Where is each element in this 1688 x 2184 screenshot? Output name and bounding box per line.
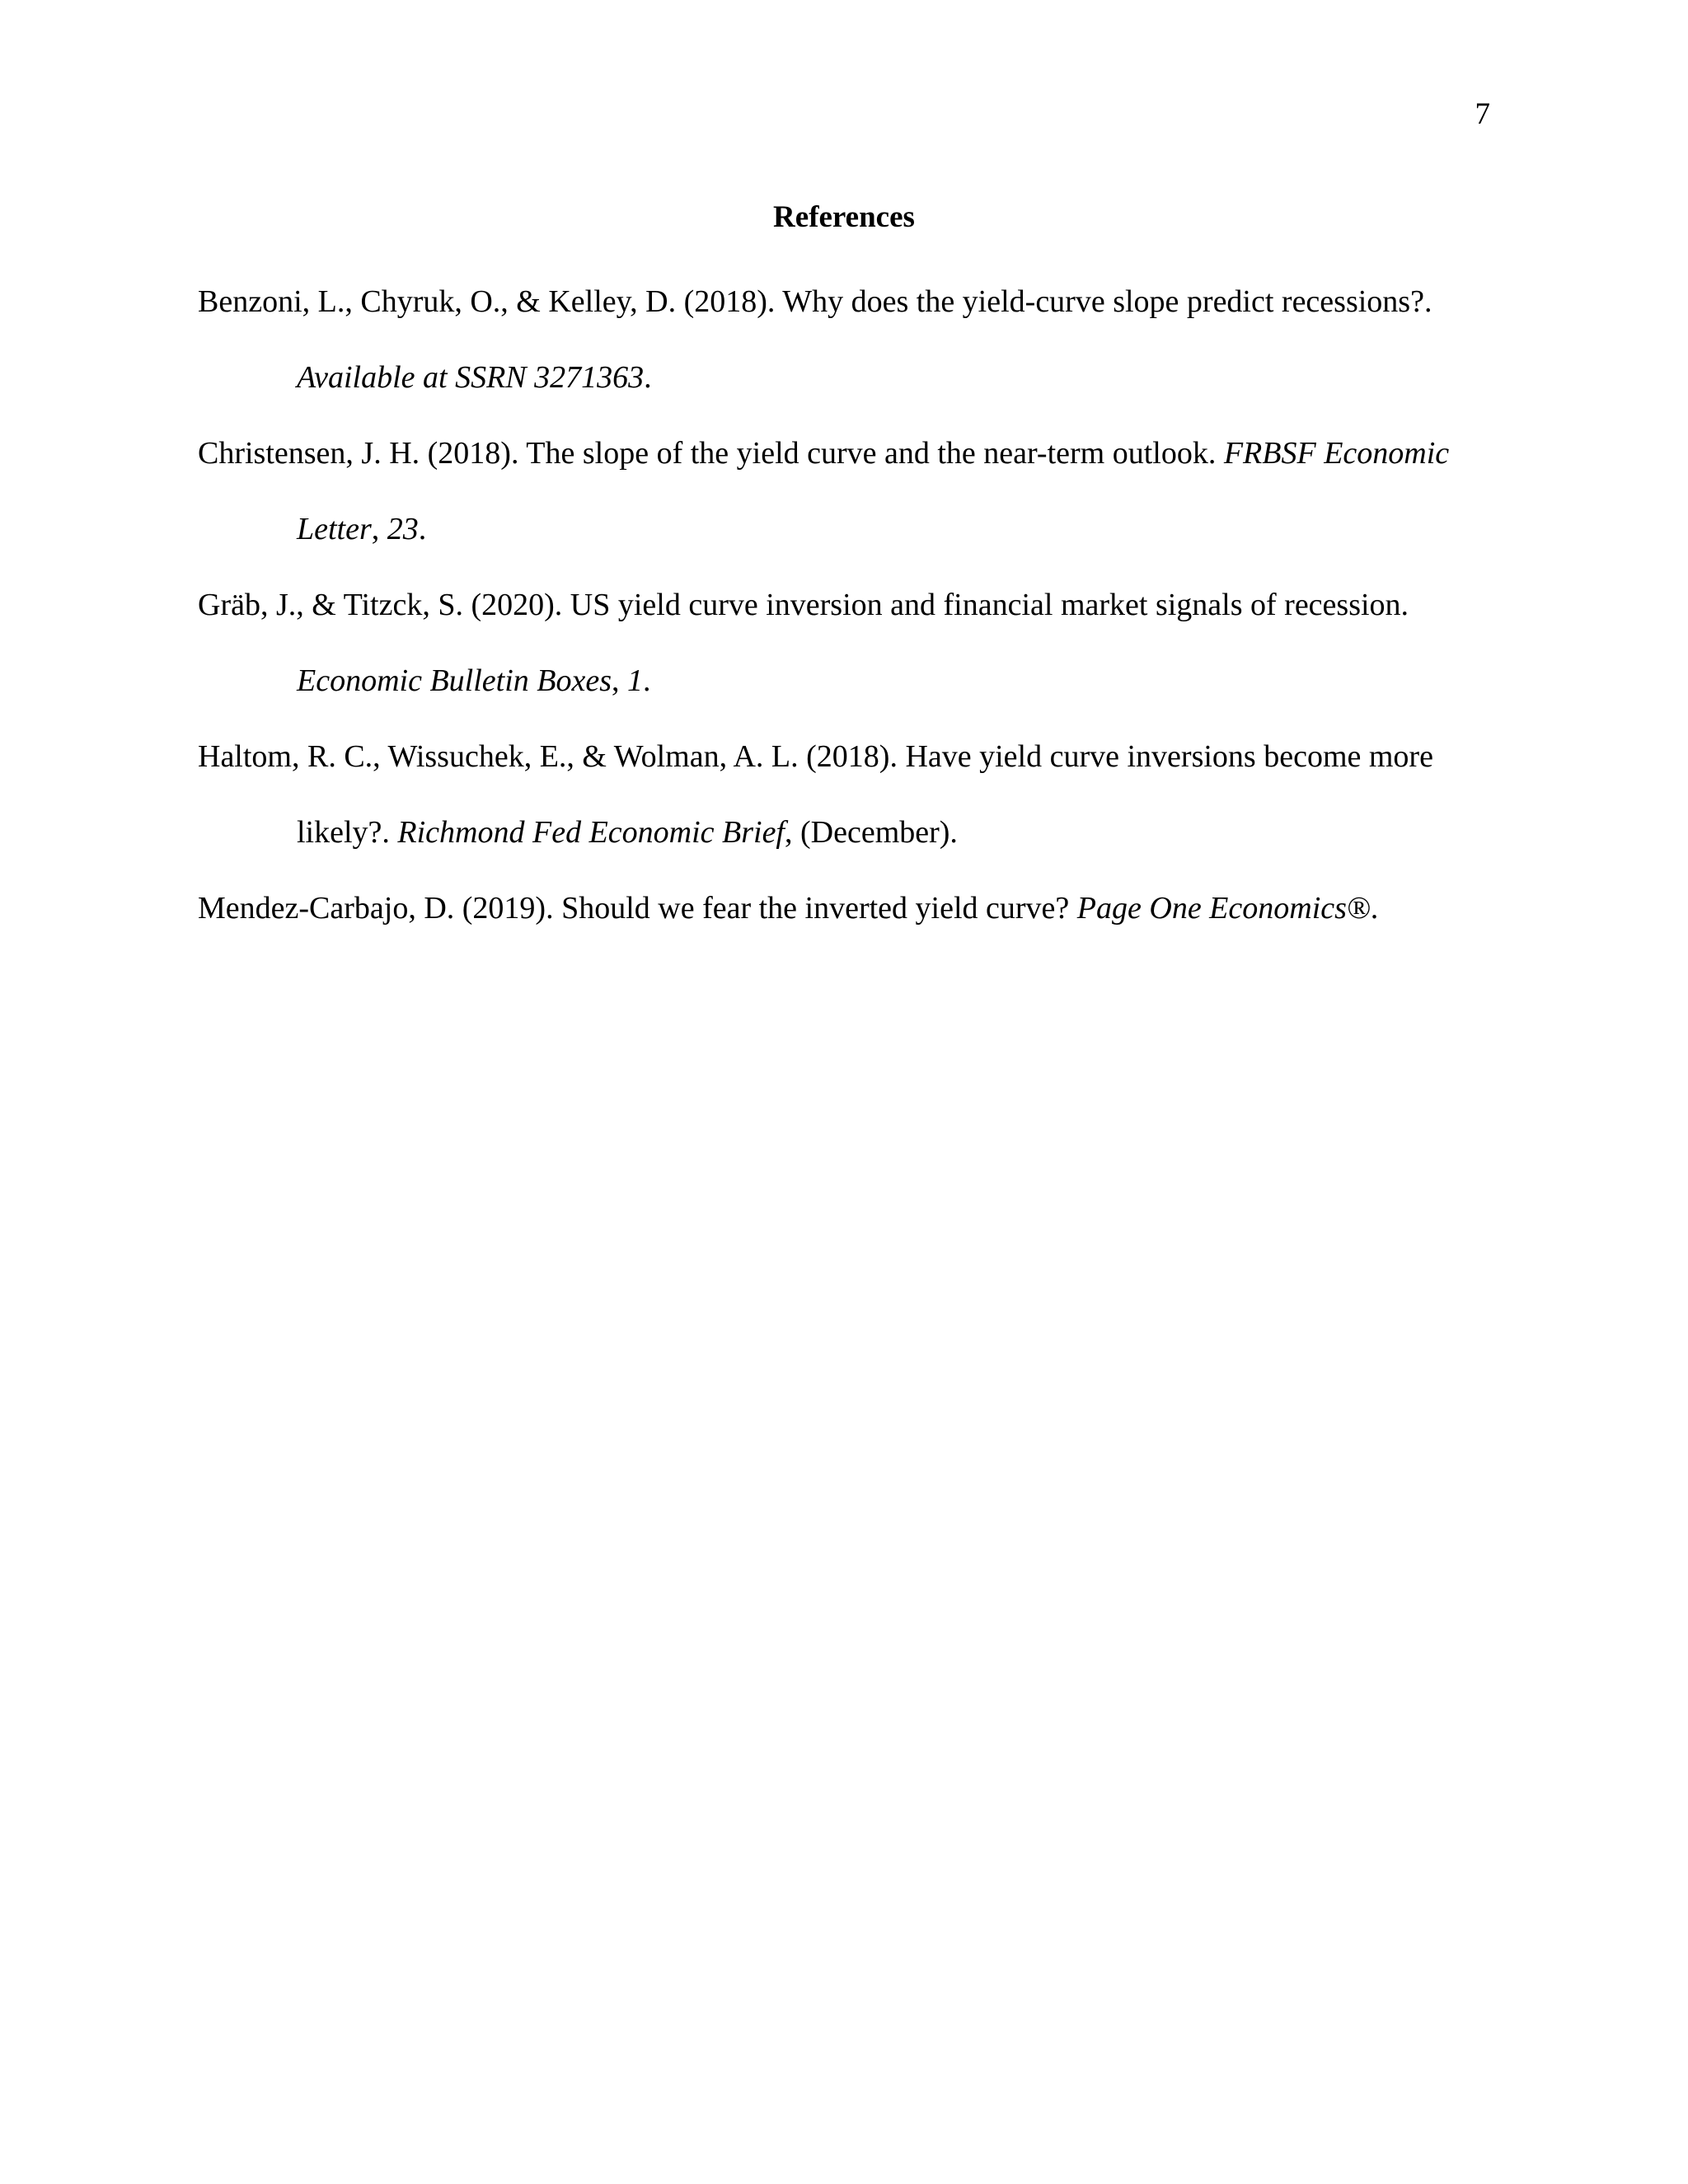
reference-text: . — [643, 663, 651, 698]
references-heading: References — [773, 200, 915, 234]
reference-source: Available at SSRN 3271363 — [297, 360, 645, 395]
reference-source: Economic Bulletin Boxes — [297, 663, 612, 698]
reference-text: , — [371, 512, 387, 546]
reference-source: Richmond Fed Economic Brief — [397, 815, 785, 850]
reference-text: , (December). — [785, 815, 958, 850]
references-list — [198, 264, 1533, 946]
reference-volume: 23 — [387, 512, 419, 546]
reference-source: Page One Economics® — [1076, 891, 1371, 926]
reference-text: . — [1370, 891, 1379, 926]
reference-entry-grab — [198, 567, 1533, 719]
reference-source: FRBSF Economic Letter — [297, 436, 1450, 546]
reference-text: Christensen, J. H. (2018). The slope of the yield curve and the near-term outlook. — [198, 436, 1224, 471]
reference-entry-mendez-carbajo — [198, 870, 1533, 946]
reference-entry-christensen — [198, 415, 1533, 567]
reference-text: . — [418, 512, 427, 546]
reference-text: , — [612, 663, 627, 698]
reference-volume: 1 — [627, 663, 643, 698]
reference-text: . — [644, 360, 652, 395]
reference-text: Haltom, R. C., Wissuchek, E., & Wolman, A. L. (2018). Have yield curve inversions become more likely?. — [198, 739, 1433, 850]
reference-entry-haltom — [198, 719, 1533, 870]
reference-text: Gräb, J., & Titzck, S. (2020). US yield curve inversion and financial market signals of recession. — [198, 588, 1409, 622]
reference-entry-benzoni — [198, 264, 1533, 415]
reference-text: Benzoni, L., Chyruk, O., & Kelley, D. (2018). Why does the yield-curve slope predict recessions?. — [198, 284, 1432, 319]
reference-text: Mendez-Carbajo, D. (2019). Should we fear the inverted yield curve? — [198, 891, 1077, 926]
page-number: 7 — [1475, 97, 1490, 131]
